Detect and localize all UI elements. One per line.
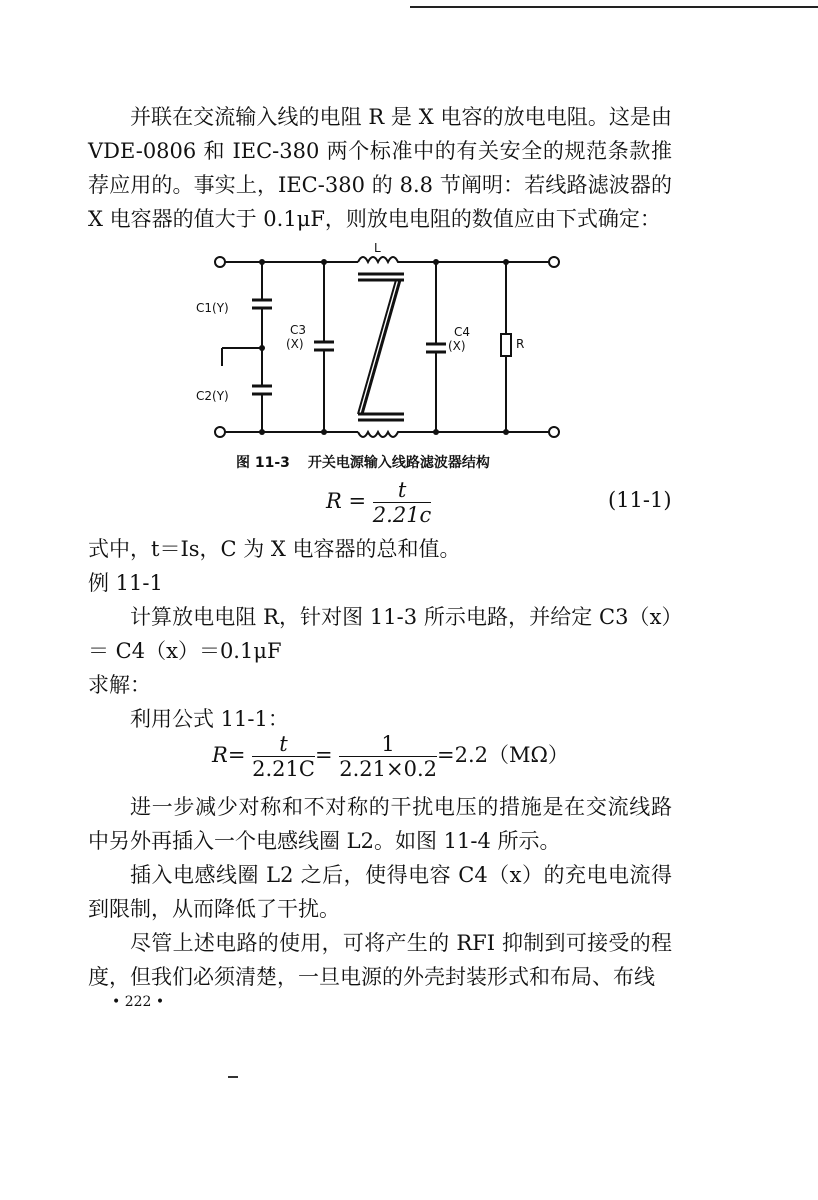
equation-number: (11-1) <box>608 488 672 512</box>
capacitor-c3 <box>314 262 334 432</box>
terminal-bottom-left <box>215 427 225 437</box>
page-number: • 222 • <box>112 994 165 1010</box>
where-clause: 式中，t＝Is，C 为 X 电容器的总和值。 <box>88 537 461 561</box>
ground-lead <box>222 348 262 366</box>
example-heading: 例 11-1 <box>88 571 163 595</box>
circuit-diagram <box>196 241 570 444</box>
scan-mark <box>228 1076 238 1078</box>
label-c4: C4 <box>454 325 471 339</box>
label-r: R <box>516 337 525 351</box>
example-statement: 计算放电电阻 R，针对图 11-3 所示电路，并给定 C3（x）＝ C4（x）＝0.1μF <box>88 605 672 663</box>
label-c4-type: (X) <box>448 339 466 353</box>
label-c3-type: (X) <box>286 337 304 351</box>
terminal-top-right <box>549 257 559 267</box>
paragraph-rfi: 尽管上述电路的使用，可将产生的 RFI 抑制到可接受的程度，但我们必须清楚，一旦电源的外壳封装形式和布局、布线 <box>88 931 672 989</box>
label-l: L <box>374 241 381 255</box>
capacitor-c4 <box>426 262 446 432</box>
terminal-top-left <box>215 257 225 267</box>
figure-title: 开关电源输入线路滤波器结构 <box>307 455 490 471</box>
capacitor-c1 <box>252 262 272 386</box>
terminal-bottom-right <box>549 427 559 437</box>
figure-number: 图 11-3 <box>236 455 290 471</box>
label-c3: C3 <box>290 323 307 337</box>
equation-example: R= $\frac{t}{2.21C}$ = $\frac{1}{2.21\times 0.2}$ =2.2（MΩ） <box>212 732 569 781</box>
common-mode-choke <box>358 257 404 437</box>
formula-intro: 利用公式 11-1： <box>130 707 289 731</box>
paragraph-c4-current: 插入电感线圈 L2 之后，使得电容 C4（x）的充电电流得到限制，从而降低了干扰。 <box>88 863 672 921</box>
header-rule <box>410 6 818 8</box>
paragraph-l2: 进一步减少对称和不对称的干扰电压的措施是在交流线路中另外再插入一个电感线圈 L2。如图 11-4 所示。 <box>88 795 672 853</box>
equation-11-1: R = $\frac{t}{2.21c}$ <box>326 478 432 527</box>
paragraph-discharge-resistor: 并联在交流输入线的电阻 R 是 X 电容的放电电阻。这是由 VDE-0806 和 IEC-380 两个标准中的有关安全的规范条款推荐应用的。事实上，IEC-380 的 8.8 节阐明：若线路滤波器的 X 电容器的值大于 0.1μF，则放电电阻的数值应由下式确定： <box>88 105 672 231</box>
resistor-r <box>501 262 511 432</box>
figure-caption <box>236 452 508 472</box>
label-c1: C1(Y) <box>196 301 229 315</box>
label-c2: C2(Y) <box>196 389 229 403</box>
solution-heading: 求解： <box>88 673 151 697</box>
capacitor-c2 <box>252 386 272 432</box>
